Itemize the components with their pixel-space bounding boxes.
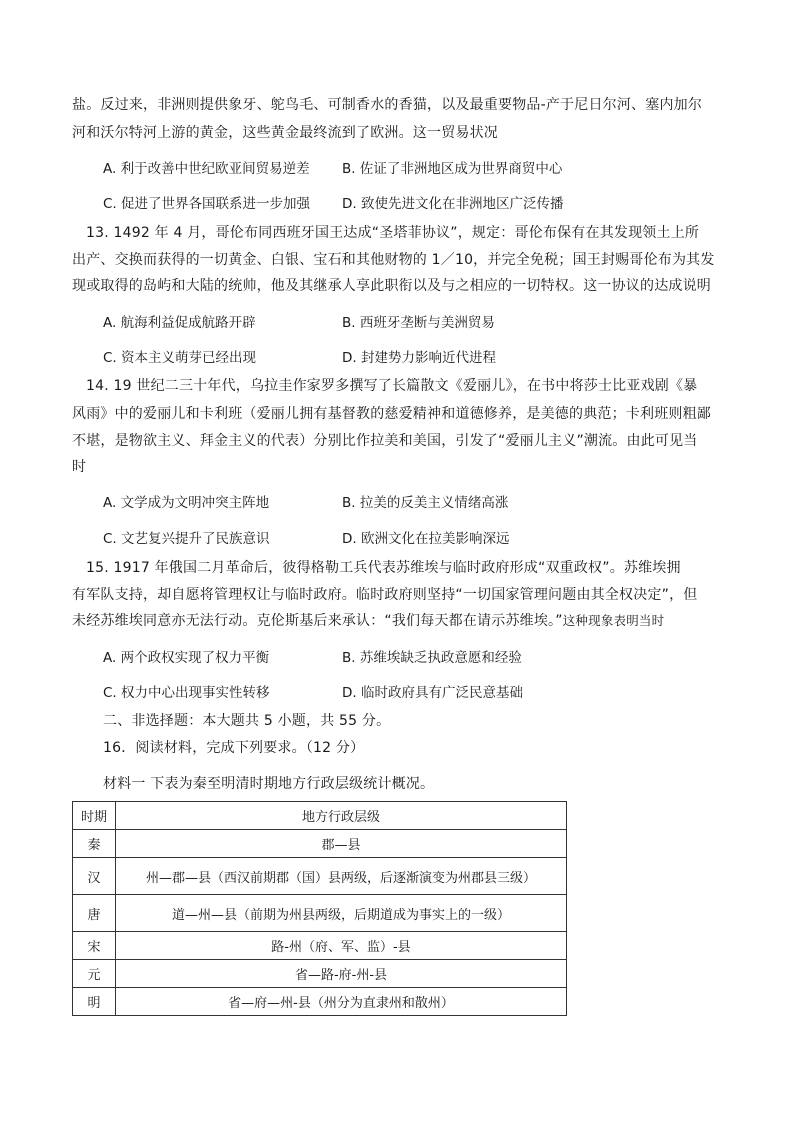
table-cell-period: 秦 xyxy=(73,830,116,858)
q14-line-4: 时 xyxy=(72,459,87,475)
intro-line-1: 盐。反过来，非洲则提供象牙、鸵鸟毛、可制香水的香猫，以及最重要物品-产于尼日尔河、塞内加尔 xyxy=(72,97,703,113)
table-row xyxy=(73,858,567,895)
q13-line-2: 出产、交换而获得的一切黄金、白银、宝石和其他财物的 1／10，并完全免税；国王封赐哥伦布为其发 xyxy=(72,252,715,268)
table-cell-period: 宋 xyxy=(73,932,116,960)
table-row xyxy=(73,895,567,932)
q15-option-c: C. 权力中心出现事实性转移 xyxy=(103,685,270,701)
q14-option-b: B. 拉美的反美主义情绪高涨 xyxy=(342,495,509,511)
q14-option-a: A. 文学成为文明冲突主阵地 xyxy=(103,495,270,511)
q16-material-1-intro: 材料一 下表为秦至明清时期地方行政层级统计概况。 xyxy=(103,776,435,792)
q12-option-a: A. 利于改善中世纪欧亚间贸易逆差 xyxy=(103,161,310,177)
q14-option-d: D. 欧洲文化在拉美影响深远 xyxy=(342,531,510,547)
q14-line-1: 14. 19 世纪二三十年代，乌拉圭作家罗多撰写了长篇散文《爱丽儿》，在书中将莎士比亚戏剧《暴 xyxy=(86,378,698,394)
table-cell-levels: 省—路-府-州-县 xyxy=(116,960,567,988)
section-2-heading: 二、非选择题：本大题共 5 小题，共 55 分。 xyxy=(103,713,391,729)
q12-option-c: C. 促进了世界各国联系进一步加强 xyxy=(103,196,311,212)
q15-line-3-tail: 这种现象表明当时 xyxy=(562,613,665,628)
q14-line-3: 不堪，是物欲主义、拜金主义的代表）分别比作拉美和美国，引发了“爱丽儿主义”潮流。由此可见当 xyxy=(72,433,698,449)
table-row xyxy=(73,988,567,1016)
table-cell-period: 明 xyxy=(73,988,116,1016)
table-cell-levels: 道—州—县（前期为州县两级，后期道成为事实上的一级） xyxy=(116,895,567,932)
table-cell-levels: 郡—县 xyxy=(116,830,567,858)
table-cell-period: 元 xyxy=(73,960,116,988)
q13-line-3: 现或取得的岛屿和大陆的统帅，他及其继承人享此职衔以及与之相应的一切特权。这一协议的达成说明 xyxy=(72,278,711,294)
table-row xyxy=(73,932,567,960)
q16-title: 16．阅读材料，完成下列要求。（12 分） xyxy=(103,740,365,756)
table-cell-period: 汉 xyxy=(73,858,116,895)
q15-line-3-main: 未经苏维埃同意亦无法行动。克伦斯基后来承认：“我们每天都在请示苏维埃。” xyxy=(72,613,563,629)
q13-option-b: B. 西班牙垄断与美洲贸易 xyxy=(342,315,495,331)
table-header-period: 时期 xyxy=(73,802,116,830)
intro-line-2: 河和沃尔特河上游的黄金，这些黄金最终流到了欧洲。这一贸易状况 xyxy=(72,125,498,141)
q15-option-a: A. 两个政权实现了权力平衡 xyxy=(103,650,270,666)
table-header-levels: 地方行政层级 xyxy=(116,802,567,830)
q15-line-3 xyxy=(72,611,664,631)
q12-option-d: D. 致使先进文化在非洲地区广泛传播 xyxy=(342,196,564,212)
table-row xyxy=(73,830,567,858)
table-cell-period: 唐 xyxy=(73,895,116,932)
q13-option-a: A. 航海利益促成航路开辟 xyxy=(103,315,256,331)
q15-line-2: 有军队支持，却自愿将管理权让与临时政府。临时政府则坚持“一切国家管理问题由其全权决定”，但 xyxy=(72,587,698,603)
q14-option-c: C. 文艺复兴提升了民族意识 xyxy=(103,531,270,547)
q13-option-c: C. 资本主义萌芽已经出现 xyxy=(103,350,257,366)
table-row xyxy=(73,960,567,988)
q15-option-b: B. 苏维埃缺乏执政意愿和经验 xyxy=(342,650,522,666)
q14-line-2: 风雨》中的爱丽儿和卡利班（爱丽儿拥有基督教的慈爱精神和道德修养，是美德的典范；卡利班则粗鄙 xyxy=(72,406,711,422)
q15-option-d: D. 临时政府具有广泛民意基础 xyxy=(342,685,523,701)
table-cell-levels: 路-州（府、军、监）-县 xyxy=(116,932,567,960)
q12-option-b: B. 佐证了非洲地区成为世界商贸中心 xyxy=(342,161,563,177)
q15-line-1: 15. 1917 年俄国二月革命后，彼得格勒工兵代表苏维埃与临时政府形成“双重政权”。苏维埃拥 xyxy=(86,560,681,576)
q13-line-1: 13. 1492 年 4 月，哥伦布同西班牙国王达成“圣塔菲协议”，规定：哥伦布保有在其发现领土上所 xyxy=(86,225,700,241)
table-cell-levels: 州—郡—县（西汉前期郡（国）县两级，后逐渐演变为州郡县三级） xyxy=(116,858,567,895)
admin-levels-table xyxy=(72,801,567,1016)
q13-option-d: D. 封建势力影响近代进程 xyxy=(342,350,496,366)
table-cell-levels: 省—府—州-县（州分为直隶州和散州） xyxy=(116,988,567,1016)
table-header-row xyxy=(73,802,567,830)
